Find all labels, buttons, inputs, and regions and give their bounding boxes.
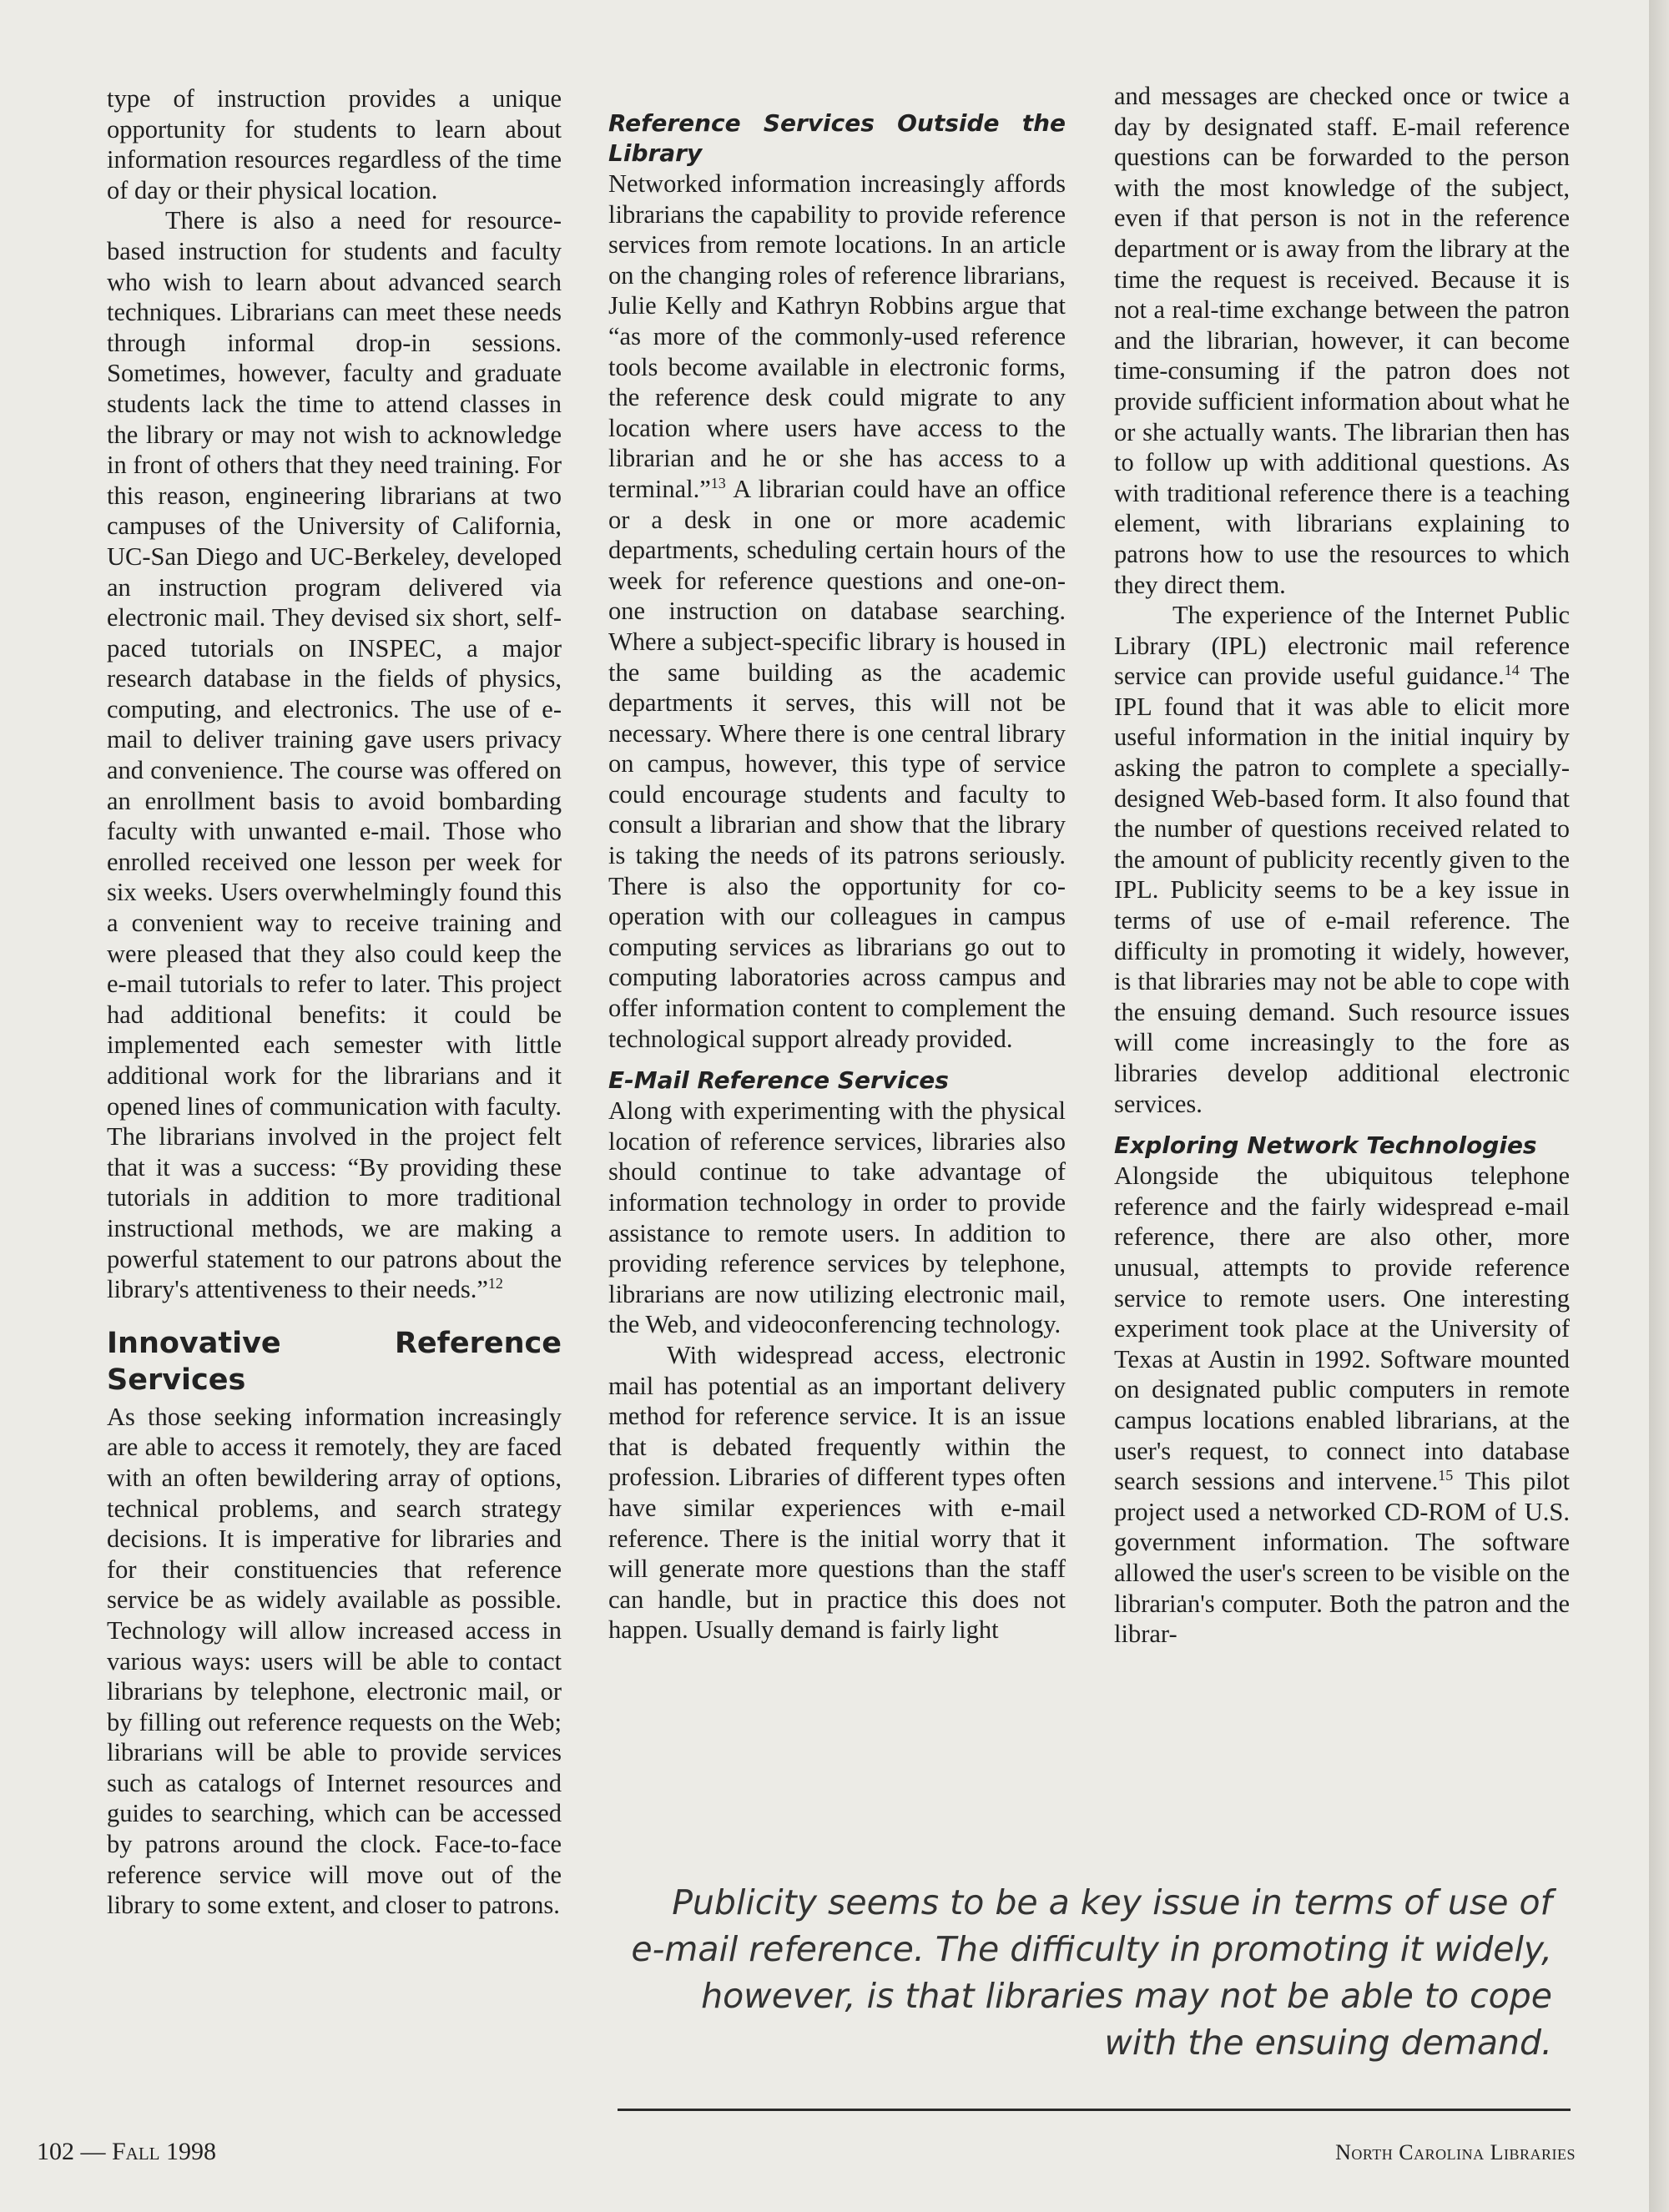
paragraph-text: A librarian could have an office or a desk in one or more academic departments, scheduling certain hours of the week for reference questions and one-on-one instruction on database searching. Where a subject-specific library is housed in the same building as the academic departments it serves, this will not be necessary. Where there is one central library on campus, however, this type of service could encourage students and faculty to consult a librarian and show that the library is taking the needs of its patrons seriously. There is also the opportunity for co-operation with our colleagues in campus computing services as librarians go out to computing laboratories across campus and offer information content to complement the technological support already provided. xyxy=(608,474,1066,1053)
paragraph xyxy=(608,1340,1066,1645)
paragraph xyxy=(608,169,1066,1054)
paragraph-text: As those seeking information increasingly are able to access it remotely, they are faced with an often bewildering array of options, technical problems, and search strategy decisions. It is imperative for libraries and for their constituencies that reference service be as widely available as possible. Technology will allow increased access in various ways: users will be able to contact librarians by telephone, electronic mail, or by filling out reference requests on the Web; librarians will be able to provide services such as catalogs of Internet resources and guides to searching, which can be accessed by patrons around the clock. Face-to-face reference service will move out of the library to some extent, and closer to patrons. xyxy=(107,1402,562,1920)
paragraph xyxy=(1114,600,1570,1119)
paragraph xyxy=(107,1402,562,1921)
section-heading: Innovative Reference Services xyxy=(107,1326,562,1397)
footnote-ref: 12 xyxy=(487,1275,503,1292)
paragraph-text: Along with experimenting with the physical location of reference services, libraries also should continue to take advantage of information technology in order to provide assistance to remote users. In addition to providing reference services by telephone, librarians are now utilizing electronic mail, the Web, and videoconferencing technology. xyxy=(608,1096,1066,1339)
page-edge-shadow xyxy=(1649,0,1669,2212)
paragraph-text: type of instruction provides a unique opportunity for students to learn about information resources regardless of the time of day or their physical location. xyxy=(107,84,562,204)
subheading: Exploring Network Technologies xyxy=(1114,1131,1537,1160)
paragraph-text: There is also a need for resource-based instruction for students and faculty who wish to learn about advanced search techniques. Librarians can meet these needs through informal drop-in sessions. Sometimes, however, faculty and graduate students lack the time to attend classes in the library or may not wish to acknowledge in front of others that they need training. For this reason, engineering librarians at two campuses of the University of California, UC-San Diego and UC-Berkeley, developed an instruction program delivered via electronic mail. They devised six short, self-paced tutorials on INSPEC, a major research database in the fields of physics, computing, and electronics. The use of e-mail to deliver training gave users privacy and convenience. The course was offered on an enrollment basis to avoid bombarding faculty with unwanted e-mail. Those who enrolled received one lesson per week for six weeks. Users overwhelmingly found this a convenient way to receive training and were pleased that they also could keep the e-mail tutorials to refer to later. This project had additional benefits: it could be implemented each semester with little additional work for the librarians and it opened lines of communication with faculty. The librarians involved in the project felt that it was a success: “By providing these tutorials in addition to more traditional instructional methods, we are making a powerful statement to our patrons about the library's attentiveness to their needs.” xyxy=(107,206,562,1304)
paragraph-text: This pilot project used a networked CD-ROM of U.S. government information. The software allowed the user's screen to be visible on the librarian's computer. Both the patron and the librar- xyxy=(1114,1467,1570,1649)
paragraph-text: Alongside the ubiquitous telephone reference and the fairly widespread e-mail reference, there are also other, more unusual, attempts to provide reference service to remote users. One interesting experiment took place at the University of Texas at Austin in 1992. Software mounted on designated public computers in remote campus locations enabled librarians, at the user's request, to connect into database search sessions and intervene. xyxy=(1114,1161,1570,1496)
footnote-ref: 13 xyxy=(710,474,726,491)
paragraph xyxy=(1114,1161,1570,1650)
paragraph-text: The IPL found that it was able to elicit more useful information in the initial inquiry by asking the patron to complete a specially-designed Web-based form. It also found that the number of questions received related to the amount of publicity recently given to the IPL. Publicity seems to be a key issue in terms of use of e-mail reference. The difficulty in promoting it widely, however, is that libraries may not be able to cope with the ensuing demand. Such resource issues will come increasingly to the fore as libraries develop additional electronic services. xyxy=(1114,662,1570,1118)
pull-quote-line: e-mail reference. The difficulty in promoting it widely, xyxy=(631,1929,1552,1969)
paragraph xyxy=(107,205,562,1304)
subheading: E-Mail Reference Services xyxy=(608,1066,949,1095)
page-number: 102 — xyxy=(37,2138,112,2165)
pull-quote-rule xyxy=(618,2109,1571,2111)
paragraph xyxy=(1114,81,1570,600)
pull-quote-line: with the ensuing demand. xyxy=(1104,2023,1552,2063)
column-left xyxy=(107,83,562,1921)
footnote-ref: 15 xyxy=(1438,1466,1454,1484)
subheading: Reference Services Outside the Library xyxy=(608,109,1066,167)
paragraph xyxy=(608,1096,1066,1340)
pull-quote xyxy=(618,1879,1552,2066)
paragraph-text: Networked information increasingly affords librarians the capability to provide reference services from remote locations. In an article on the changing roles of reference librarians, Julie Kelly and Kathryn Robbins argue that “as more of the commonly-used reference tools become available in electronic forms, the reference desk could migrate to any location where users have access to the librarian and he or she has access to a terminal.” xyxy=(608,169,1066,503)
paragraph-text: With widespread access, electronic mail has potential as an important delivery method for reference service. It is an issue that is debated frequently within the profession. Libraries of different types often have similar experiences with e-mail reference. There is the initial worry that it will generate more questions than the staff can handle, but in practice this does not happen. Usually demand is fairly light xyxy=(608,1340,1066,1645)
footnote-ref: 14 xyxy=(1504,662,1520,679)
column-middle xyxy=(608,108,1066,1645)
paragraph xyxy=(107,83,562,205)
issue-season: Fall 1998 xyxy=(112,2138,217,2165)
paragraph-text: and messages are checked once or twice a day by designated staff. E-mail reference questions can be forwarded to the person with the most knowledge of the subject, even if that person is not in the reference department or is away from the library at the time the request is received. Because it is not a real-time exchange between the patron and the librarian, however, it can become time-consuming if the patron does not provide sufficient information about what he or she actually wants. The librarian then has to follow up with additional questions. As with traditional reference there is a teaching element, with librarians explaining to patrons how to use the resources to which they direct them. xyxy=(1114,82,1570,599)
pull-quote-line: Publicity seems to be a key issue in terms of use of xyxy=(672,1882,1552,1922)
page-folio xyxy=(37,2138,216,2166)
pull-quote-line: however, is that libraries may not be able to cope xyxy=(701,1976,1552,2016)
paragraph-text: The experience of the Internet Public Library (IPL) electronic mail reference service can provide useful guidance. xyxy=(1114,601,1570,691)
column-right xyxy=(1114,81,1570,1650)
journal-title: North Carolina Libraries xyxy=(1335,2140,1576,2164)
